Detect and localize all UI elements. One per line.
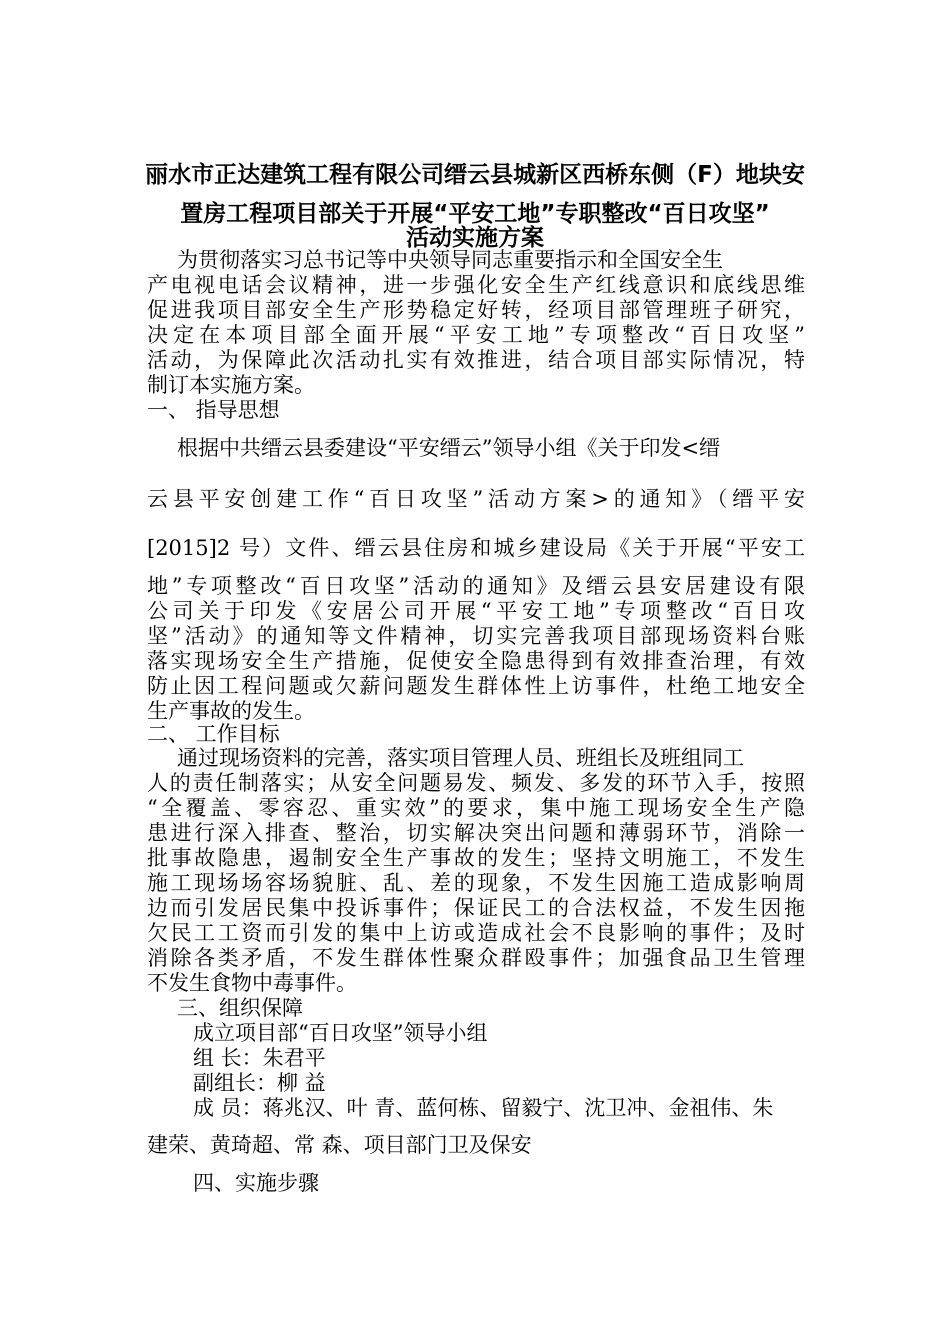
document-title-line-2: 置房工程项目部关于开展“平安工地”专职整改“百日攻坚” <box>180 201 770 227</box>
section1-paragraph-line: 生产事故的发生。 <box>147 699 315 723</box>
section2-paragraph-line: 边而引发居民集中投诉事件；保证民工的合法权益，不发生因拖 <box>147 896 805 920</box>
section2-paragraph-line: 不发生食物中毒事件。 <box>147 971 357 995</box>
section1-paragraph-line: [2015]2 号）文件、缙云县住房和城乡建设局《关于开展“平安工 <box>147 536 805 560</box>
section-heading-organization: 三、组织保障 <box>177 996 303 1020</box>
section2-paragraph-line: 欠民工工资而引发的集中上访或造成社会不良影响的事件；及时 <box>147 921 805 945</box>
document-title-line-3: 活动实施方案 <box>406 225 544 251</box>
deputy-leader-line: 副组长：柳 益 <box>193 1071 326 1095</box>
members-line: 建荣、黄琦超、常 森、项目部门卫及保安 <box>147 1133 532 1157</box>
members-line: 成 员：蒋兆汉、叶 青、蓝何栋、留毅宁、沈卫冲、金祖伟、朱 <box>193 1096 774 1120</box>
intro-paragraph-line: 决定在本项目部全面开展“平安工地”专项整改“百日攻坚” <box>147 323 805 347</box>
section-heading-guiding-thought: 一、 指导思想 <box>147 398 280 422</box>
section2-paragraph-line: 施工现场场容场貌脏、乱、差的现象，不发生因施工造成影响周 <box>147 871 805 895</box>
group-leader-line: 组 长：朱君平 <box>193 1046 326 1070</box>
leadership-group-line: 成立项目部“百日攻坚”领导小组 <box>193 1021 488 1045</box>
section-heading-implementation-steps: 四、实施步骤 <box>193 1171 319 1195</box>
section1-paragraph-line: 根据中共缙云县委建设“平安缙云”领导小组《关于印发<缙 <box>177 436 721 460</box>
section1-paragraph-line: 防止因工程问题或欠薪问题发生群体性上访事件，杜绝工地安全 <box>147 674 805 698</box>
intro-paragraph-line: 活动，为保障此次活动扎实有效推进，结合项目部实际情况，特 <box>147 348 805 372</box>
section1-paragraph-line: 落实现场安全生产措施，促使安全隐患得到有效排查治理，有效 <box>147 649 805 673</box>
section2-paragraph-line: 消除各类矛盾，不发生群体性聚众群殴事件；加强食品卫生管理 <box>147 946 805 970</box>
intro-paragraph-line: 为贯彻落实习总书记等中央领导同志重要指示和全国安全生 <box>177 248 723 272</box>
section1-paragraph-line: 公司关于印发《安居公司开展“平安工地”专项整改“百日攻 <box>147 599 805 623</box>
section2-paragraph-line: 人的责任制落实；从安全问题易发、频发、多发的环节入手，按照 <box>147 771 805 795</box>
section1-paragraph-line: 地”专项整改“百日攻坚”活动的通知》及缙云县安居建设有限 <box>147 574 805 598</box>
intro-paragraph-line: 产电视电话会议精神，进一步强化安全生产红线意识和底线思维 <box>147 273 805 297</box>
section2-paragraph-line: 患进行深入排查、整治，切实解决突出问题和薄弱环节，消除一 <box>147 821 805 845</box>
section1-paragraph-line: 云县平安创建工作“百日攻坚”活动方案>的通知》（缙平安 <box>147 487 805 511</box>
section2-paragraph-line: 通过现场资料的完善，落实项目管理人员、班组长及班组同工 <box>177 746 744 770</box>
section2-paragraph-line: 批事故隐患，遏制安全生产事故的发生；坚持文明施工，不发生 <box>147 846 805 870</box>
section1-paragraph-line: 坚”活动》的通知等文件精神，切实完善我项目部现场资料台账 <box>147 624 805 648</box>
intro-paragraph-line: 促进我项目部安全生产形势稳定好转，经项目部管理班子研究， <box>147 298 805 322</box>
intro-paragraph-line: 制订本实施方案。 <box>147 373 315 397</box>
section-heading-work-goals: 二、 工作目标 <box>147 722 280 746</box>
section2-paragraph-line: “全覆盖、零容忍、重实效”的要求，集中施工现场安全生产隐 <box>147 796 805 820</box>
document-title-line-1: 丽水市正达建筑工程有限公司缙云县城新区西桥东侧（F）地块安 <box>145 162 805 188</box>
